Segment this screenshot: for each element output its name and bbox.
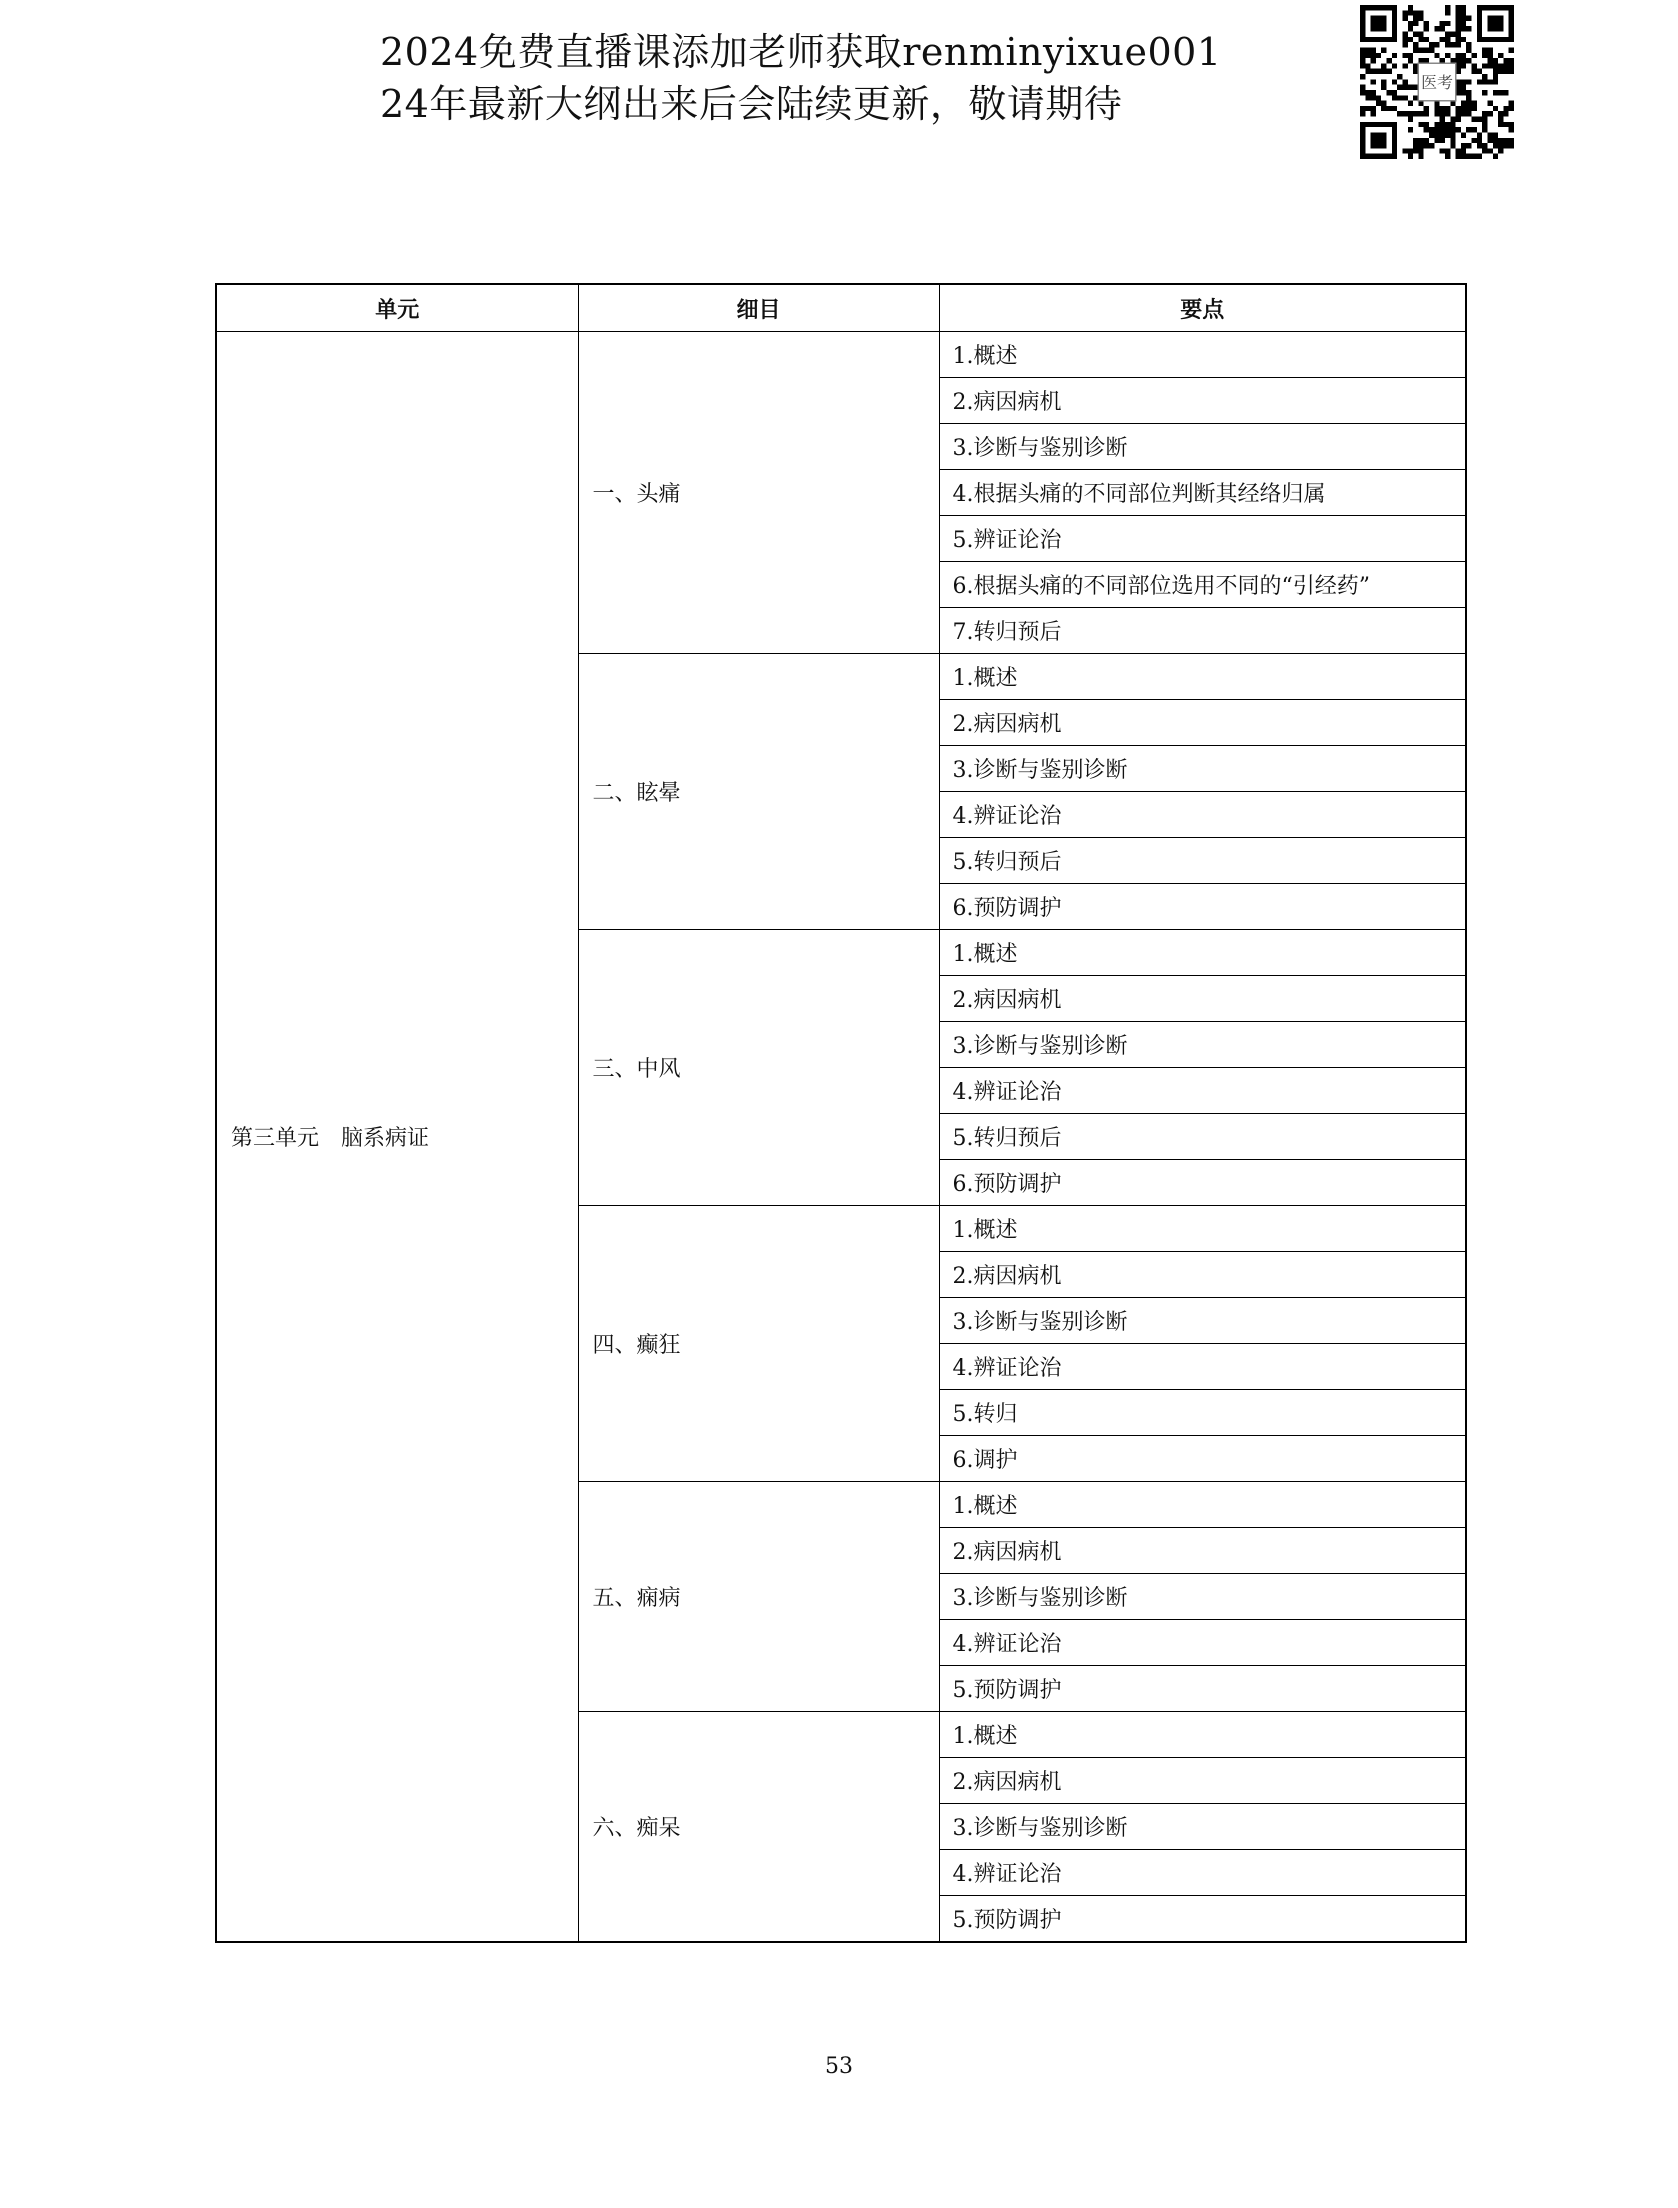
detail-cell: 二、眩晕	[578, 654, 939, 930]
point-cell: 3.诊断与鉴别诊断	[939, 424, 1466, 470]
header-unit: 单元	[216, 284, 578, 332]
point-cell: 2.病因病机	[939, 1758, 1466, 1804]
unit-cell: 第三单元 脑系病证	[216, 332, 578, 1943]
point-cell: 1.概述	[939, 654, 1466, 700]
point-cell: 5.预防调护	[939, 1896, 1466, 1943]
point-cell: 4.辨证论治	[939, 1344, 1466, 1390]
detail-cell: 五、痫病	[578, 1482, 939, 1712]
point-cell: 2.病因病机	[939, 976, 1466, 1022]
detail-cell: 一、头痛	[578, 332, 939, 654]
header-detail: 细目	[578, 284, 939, 332]
point-cell: 5.转归预后	[939, 838, 1466, 884]
point-cell: 3.诊断与鉴别诊断	[939, 1022, 1466, 1068]
point-cell: 1.概述	[939, 1482, 1466, 1528]
point-cell: 1.概述	[939, 1206, 1466, 1252]
point-cell: 1.概述	[939, 1712, 1466, 1758]
point-cell: 4.辨证论治	[939, 1620, 1466, 1666]
point-cell: 3.诊断与鉴别诊断	[939, 1574, 1466, 1620]
point-cell: 5.预防调护	[939, 1666, 1466, 1712]
promo-header	[380, 26, 1222, 130]
syllabus-table	[215, 283, 1467, 1943]
point-cell: 2.病因病机	[939, 1528, 1466, 1574]
point-cell: 4.根据头痛的不同部位判断其经络归属	[939, 470, 1466, 516]
point-cell: 4.辨证论治	[939, 1850, 1466, 1896]
point-cell: 3.诊断与鉴别诊断	[939, 746, 1466, 792]
detail-cell: 三、中风	[578, 930, 939, 1206]
detail-cell: 四、癫狂	[578, 1206, 939, 1482]
detail-cell: 六、痴呆	[578, 1712, 939, 1943]
point-cell: 2.病因病机	[939, 378, 1466, 424]
point-cell: 5.辨证论治	[939, 516, 1466, 562]
point-cell: 2.病因病机	[939, 700, 1466, 746]
point-cell: 6.调护	[939, 1436, 1466, 1482]
point-cell: 4.辨证论治	[939, 792, 1466, 838]
point-cell: 5.转归	[939, 1390, 1466, 1436]
table-row	[216, 332, 1466, 378]
point-cell: 4.辨证论治	[939, 1068, 1466, 1114]
point-cell: 2.病因病机	[939, 1252, 1466, 1298]
qr-code	[1360, 5, 1514, 159]
table-header-row	[216, 284, 1466, 332]
point-cell: 5.转归预后	[939, 1114, 1466, 1160]
point-cell: 3.诊断与鉴别诊断	[939, 1298, 1466, 1344]
table-body	[216, 332, 1466, 1943]
point-cell: 1.概述	[939, 332, 1466, 378]
point-cell: 6.根据头痛的不同部位选用不同的“引经药”	[939, 562, 1466, 608]
qr-center-label: 医考	[1421, 72, 1453, 92]
page-number: 53	[825, 2054, 853, 2079]
promo-line-2: 24年最新大纲出来后会陆续更新，敬请期待	[380, 82, 1123, 126]
point-cell: 7.转归预后	[939, 608, 1466, 654]
point-cell: 1.概述	[939, 930, 1466, 976]
point-cell: 3.诊断与鉴别诊断	[939, 1804, 1466, 1850]
header-points: 要点	[939, 284, 1466, 332]
promo-line-1: 2024免费直播课添加老师获取renminyixue001	[380, 30, 1222, 74]
point-cell: 6.预防调护	[939, 884, 1466, 930]
point-cell: 6.预防调护	[939, 1160, 1466, 1206]
